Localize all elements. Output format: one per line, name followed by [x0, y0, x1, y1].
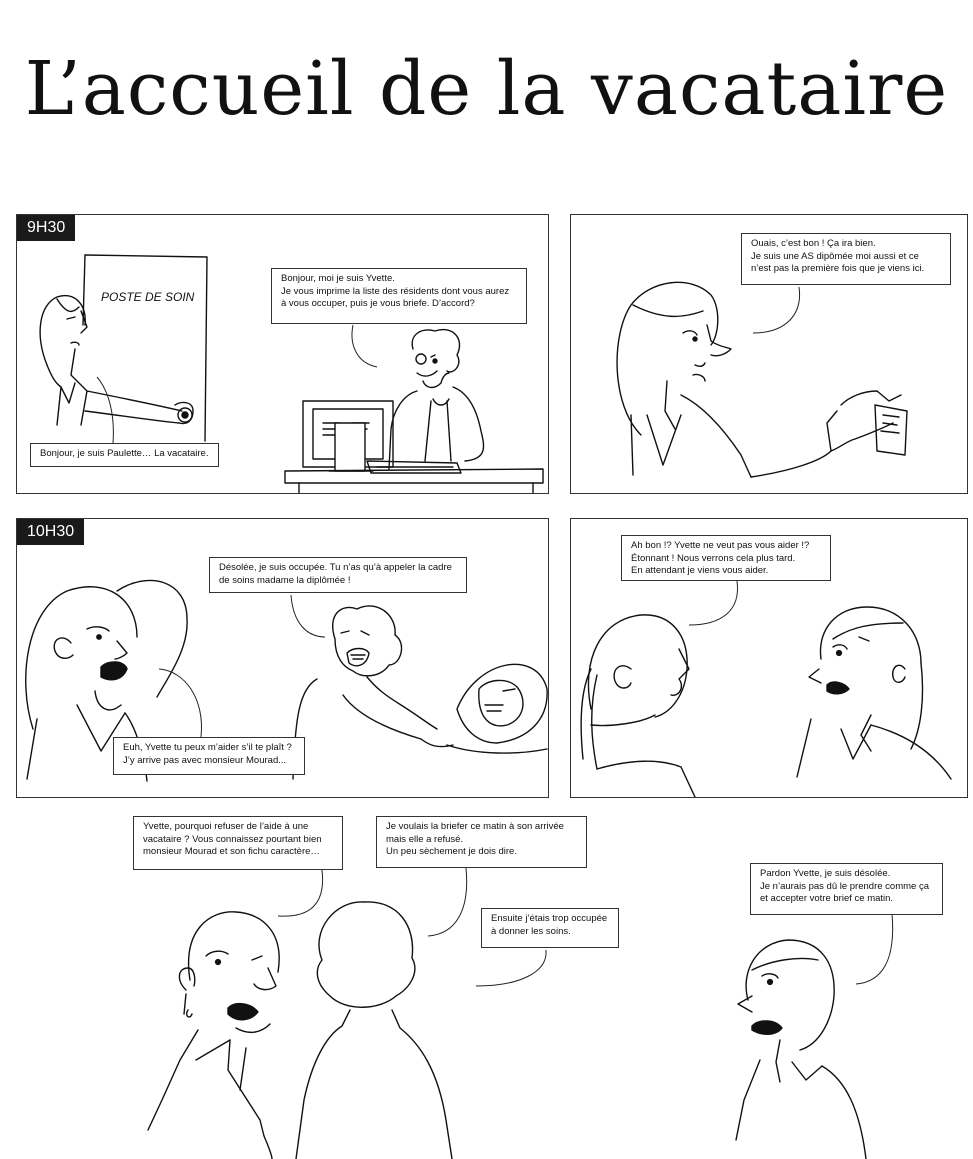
- speech-bubble-yvette: Bonjour, moi je suis Yvette. Je vous imprime la liste des résidents dont vous aurez à vous occuper, puis je vous briefe. D’accord?: [271, 268, 527, 324]
- comic-title: L’accueil de la vacataire: [24, 46, 949, 132]
- speech-bubble-yvette-1: Je voulais la briefer ce matin à son arrivée mais elle a refusé. Un peu sèchement je dois dire.: [376, 816, 587, 868]
- speech-bubble-paulette: Pardon Yvette, je suis désolée. Je n’aurais pas dû le prendre comme ça et accepter votre brief ce matin.: [750, 863, 943, 915]
- panel-2: [570, 214, 968, 494]
- speech-bubble-yvette: Désolée, je suis occupée. Tu n’as qu’à appeler la cadre de soins madame la diplômée !: [209, 557, 467, 593]
- speech-bubble-cadre: Yvette, pourquoi refuser de l’aide à une vacataire ? Vous connaissez pourtant bien monsieur Mourad et son fichu caractère…: [133, 816, 343, 870]
- panel-1: [16, 214, 549, 494]
- speech-bubble-cadre: Ah bon !? Yvette ne veut pas vous aider !? Étonnant ! Nous verrons cela plus tard. En attendant je viens vous aider.: [621, 535, 831, 581]
- speech-bubble-yvette-2: Ensuite j’étais trop occupée à donner les soins.: [481, 908, 619, 948]
- speech-bubble-paulette: Euh, Yvette tu peux m’aider s’il te plaît ? J’y arrive pas avec monsieur Mourad...: [113, 737, 305, 775]
- door-sign: POSTE DE SOIN: [101, 290, 195, 304]
- speech-bubble-paulette: Bonjour, je suis Paulette… La vacataire.: [30, 443, 219, 467]
- panel-5: [0, 800, 973, 1159]
- time-label: 10H30: [17, 519, 84, 545]
- time-label: 9H30: [17, 215, 75, 241]
- panel-3: [16, 518, 549, 798]
- speech-bubble-paulette: Ouais, c’est bon ! Ça ira bien. Je suis une AS dipômée moi aussi et ce n’est pas la première fois que je viens ici.: [741, 233, 951, 285]
- panel-4: [570, 518, 968, 798]
